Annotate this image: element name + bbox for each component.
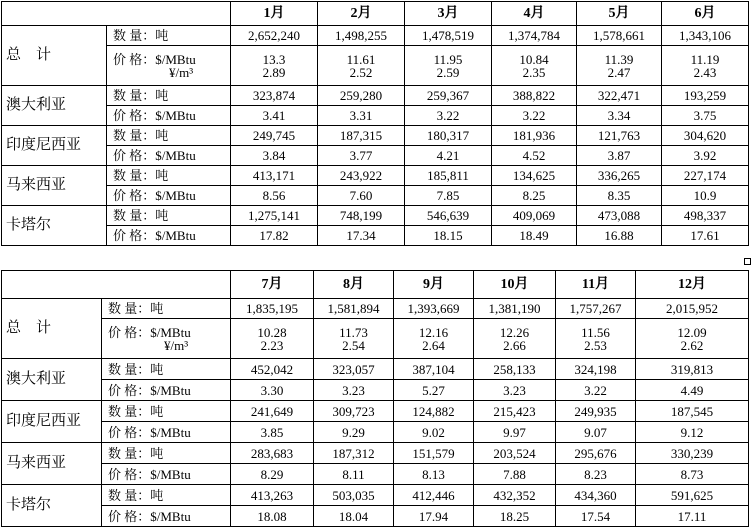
price-value: 3.75 — [662, 106, 749, 126]
price-value: 9.02 — [394, 422, 474, 443]
qty-value: 2,015,952 — [636, 299, 749, 319]
price-value: 17.82 — [231, 226, 318, 246]
price-value: 3.77 — [318, 146, 405, 166]
qty-label: 数 量：吨 — [102, 359, 231, 380]
qty-label: 数 量：吨 — [107, 206, 231, 226]
price-value: 12.09 — [677, 324, 707, 340]
country-qty-row — [2, 443, 749, 464]
qty-value: 434,360 — [556, 485, 636, 506]
month-header: 5月 — [577, 2, 662, 26]
lng-import-table-jan-jun — [1, 1, 749, 246]
price-value: 3.23 — [314, 380, 394, 401]
price-value: 5.27 — [394, 380, 474, 401]
country-qty-row — [2, 485, 749, 506]
price-value: 18.49 — [492, 226, 577, 246]
price-value: 7.85 — [405, 186, 492, 206]
price-value: 13.3 — [262, 51, 286, 67]
price-cell — [231, 319, 314, 359]
price-value: 11.95 — [433, 51, 463, 67]
price-value: 9.12 — [636, 422, 749, 443]
price-value: 3.30 — [231, 380, 314, 401]
qty-value: 1,374,784 — [492, 26, 577, 46]
qty-value: 180,317 — [405, 126, 492, 146]
qty-value: 249,935 — [556, 401, 636, 422]
qty-value: 283,683 — [231, 443, 314, 464]
qty-value: 322,471 — [577, 86, 662, 106]
yuan-value: 2.47 — [607, 64, 631, 80]
yuan-value: 2.43 — [693, 64, 717, 80]
price-cell — [662, 46, 749, 86]
price-cell — [492, 46, 577, 86]
price-value: 3.85 — [231, 422, 314, 443]
qty-value: 2,652,240 — [231, 26, 318, 46]
price-value: 8.13 — [394, 464, 474, 485]
price-value: 8.73 — [636, 464, 749, 485]
qty-value: 121,763 — [577, 126, 662, 146]
header-row — [2, 2, 749, 26]
price-value: 18.25 — [474, 506, 556, 527]
qty-value: 193,259 — [662, 86, 749, 106]
qty-value: 181,936 — [492, 126, 577, 146]
qty-value: 187,545 — [636, 401, 749, 422]
price-cell — [314, 319, 394, 359]
price-cell — [318, 46, 405, 86]
corner-cell — [2, 2, 231, 26]
country-price-row — [2, 506, 749, 527]
qty-value: 259,280 — [318, 86, 405, 106]
month-header: 10月 — [474, 271, 556, 299]
price-value: 3.92 — [662, 146, 749, 166]
price-label: 价 格：$/MBtu — [102, 506, 231, 527]
month-header: 9月 — [394, 271, 474, 299]
price-value: 3.22 — [556, 380, 636, 401]
month-header: 8月 — [314, 271, 394, 299]
qty-value: 1,343,106 — [662, 26, 749, 46]
qty-value: 203,524 — [474, 443, 556, 464]
qty-value: 503,035 — [314, 485, 394, 506]
qty-value: 249,745 — [231, 126, 318, 146]
qty-value: 409,069 — [492, 206, 577, 226]
price-value: 11.39 — [604, 51, 634, 67]
price-value: 9.97 — [474, 422, 556, 443]
country-price-row — [2, 106, 749, 126]
qty-value: 259,367 — [405, 86, 492, 106]
resize-handle — [744, 258, 751, 265]
price-value: 3.23 — [474, 380, 556, 401]
qty-value: 241,649 — [231, 401, 314, 422]
price-value: 10.9 — [662, 186, 749, 206]
qty-value: 591,625 — [636, 485, 749, 506]
qty-value: 319,813 — [636, 359, 749, 380]
qty-value: 1,381,190 — [474, 299, 556, 319]
country-qty-row — [2, 401, 749, 422]
price-value: 12.26 — [499, 324, 530, 340]
price-label: 价 格：$/MBtu — [102, 422, 231, 443]
qty-value: 134,625 — [492, 166, 577, 186]
month-header: 12月 — [636, 271, 749, 299]
price-value: 3.34 — [577, 106, 662, 126]
price-value: 9.29 — [314, 422, 394, 443]
header-row — [2, 271, 749, 299]
qty-value: 413,171 — [231, 166, 318, 186]
total-price-row — [2, 46, 749, 86]
qty-label: 数 量：吨 — [102, 443, 231, 464]
lng-import-table-jul-dec — [1, 270, 749, 527]
qty-value: 1,578,661 — [577, 26, 662, 46]
qty-value: 243,922 — [318, 166, 405, 186]
qty-value: 323,874 — [231, 86, 318, 106]
total-price-row — [2, 319, 749, 359]
qty-value: 124,882 — [394, 401, 474, 422]
price-cell — [394, 319, 474, 359]
qty-value: 1,835,195 — [231, 299, 314, 319]
yuan-value: 2.89 — [262, 64, 286, 80]
qty-value: 304,620 — [662, 126, 749, 146]
price-cell — [577, 46, 662, 86]
price-value: 4.52 — [492, 146, 577, 166]
price-value: 18.15 — [405, 226, 492, 246]
qty-value: 1,478,519 — [405, 26, 492, 46]
price-label: 价 格：$/MBtu — [107, 146, 231, 166]
month-header: 2月 — [318, 2, 405, 26]
qty-value: 330,239 — [636, 443, 749, 464]
price-cell — [474, 319, 556, 359]
country-name: 卡塔尔 — [2, 206, 107, 246]
price-value: 11.73 — [339, 324, 368, 340]
month-header: 3月 — [405, 2, 492, 26]
price-value: 17.34 — [318, 226, 405, 246]
qty-value: 498,337 — [662, 206, 749, 226]
qty-value: 187,312 — [314, 443, 394, 464]
price-label: 价 格：$/MBtu — [107, 186, 231, 206]
qty-label: 数 量：吨 — [102, 299, 231, 319]
price-value: 3.41 — [231, 106, 318, 126]
price-value: 17.61 — [662, 226, 749, 246]
price-value: 10.28 — [257, 324, 287, 340]
price-value: 8.56 — [231, 186, 318, 206]
price-value: 3.22 — [405, 106, 492, 126]
qty-value: 1,498,255 — [318, 26, 405, 46]
price-value: 8.35 — [577, 186, 662, 206]
price-value: 8.25 — [492, 186, 577, 206]
price-label: 价 格：$/MBtu — [108, 324, 191, 340]
qty-label: 数 量：吨 — [107, 26, 231, 46]
price-value: 3.87 — [577, 146, 662, 166]
price-value: 18.08 — [231, 506, 314, 527]
price-label: 价 格：$/MBtu — [102, 380, 231, 401]
month-header: 4月 — [492, 2, 577, 26]
price-value: 9.07 — [556, 422, 636, 443]
price-label: 价 格：$/MBtu — [107, 226, 231, 246]
country-price-row — [2, 422, 749, 443]
yuan-value: 2.54 — [342, 337, 365, 353]
price-cell — [636, 319, 749, 359]
qty-value: 413,263 — [231, 485, 314, 506]
corner-cell — [2, 271, 231, 299]
yuan-value: 2.35 — [522, 64, 546, 80]
qty-label: 数 量：吨 — [107, 126, 231, 146]
qty-label: 数 量：吨 — [107, 166, 231, 186]
month-header: 11月 — [556, 271, 636, 299]
country-name: 卡塔尔 — [2, 485, 102, 527]
yuan-label: ¥/m³ — [164, 337, 189, 353]
country-qty-row — [2, 206, 749, 226]
price-value: 17.54 — [556, 506, 636, 527]
price-value: 8.29 — [231, 464, 314, 485]
price-value: 4.21 — [405, 146, 492, 166]
country-name: 印度尼西亚 — [2, 401, 102, 443]
qty-value: 309,723 — [314, 401, 394, 422]
qty-value: 215,423 — [474, 401, 556, 422]
month-header: 6月 — [662, 2, 749, 26]
price-value: 11.19 — [690, 51, 720, 67]
qty-value: 412,446 — [394, 485, 474, 506]
qty-value: 295,676 — [556, 443, 636, 464]
qty-value: 324,198 — [556, 359, 636, 380]
price-value: 7.60 — [318, 186, 405, 206]
price-value: 10.84 — [519, 51, 549, 67]
country-name: 马来西亚 — [2, 443, 102, 485]
qty-value: 387,104 — [394, 359, 474, 380]
country-name: 澳大利亚 — [2, 86, 107, 126]
total-qty-row — [2, 26, 749, 46]
price-label: 价 格：$/MBtu — [102, 464, 231, 485]
qty-value: 151,579 — [394, 443, 474, 464]
qty-value: 546,639 — [405, 206, 492, 226]
qty-value: 432,352 — [474, 485, 556, 506]
price-value: 17.94 — [394, 506, 474, 527]
qty-label: 数 量：吨 — [102, 485, 231, 506]
price-label: 价 格：$/MBtu — [113, 51, 196, 67]
price-value: 18.04 — [314, 506, 394, 527]
country-qty-row — [2, 126, 749, 146]
price-cell — [556, 319, 636, 359]
country-name: 澳大利亚 — [2, 359, 102, 401]
price-value: 4.49 — [636, 380, 749, 401]
month-header: 1月 — [231, 2, 318, 26]
yuan-value: 2.64 — [422, 337, 445, 353]
yuan-value: 2.23 — [260, 337, 284, 353]
price-value: 3.22 — [492, 106, 577, 126]
country-name-total: 总 计 — [2, 26, 107, 86]
qty-value: 452,042 — [231, 359, 314, 380]
qty-value: 1,757,267 — [556, 299, 636, 319]
country-price-row — [2, 380, 749, 401]
yuan-label: ¥/m³ — [169, 64, 194, 80]
qty-value: 258,133 — [474, 359, 556, 380]
country-price-row — [2, 464, 749, 485]
yuan-value: 2.53 — [584, 337, 607, 353]
price-cell — [231, 46, 318, 86]
price-value: 3.31 — [318, 106, 405, 126]
qty-value: 227,174 — [662, 166, 749, 186]
qty-value: 748,199 — [318, 206, 405, 226]
country-name-total: 总 计 — [2, 299, 102, 359]
price-value: 11.56 — [581, 324, 610, 340]
country-name: 马来西亚 — [2, 166, 107, 206]
qty-value: 336,265 — [577, 166, 662, 186]
qty-value: 1,275,141 — [231, 206, 318, 226]
price-label-cell — [107, 46, 231, 86]
country-qty-row — [2, 359, 749, 380]
qty-value: 185,811 — [405, 166, 492, 186]
qty-value: 1,581,894 — [314, 299, 394, 319]
qty-value: 388,822 — [492, 86, 577, 106]
qty-value: 323,057 — [314, 359, 394, 380]
yuan-value: 2.52 — [349, 64, 373, 80]
qty-label: 数 量：吨 — [107, 86, 231, 106]
total-qty-row — [2, 299, 749, 319]
price-value: 8.11 — [314, 464, 394, 485]
country-qty-row — [2, 86, 749, 106]
country-qty-row — [2, 166, 749, 186]
price-value: 17.11 — [636, 506, 749, 527]
country-price-row — [2, 186, 749, 206]
country-price-row — [2, 146, 749, 166]
price-cell — [405, 46, 492, 86]
yuan-value: 2.59 — [436, 64, 460, 80]
price-value: 16.88 — [577, 226, 662, 246]
price-value: 12.16 — [418, 324, 449, 340]
yuan-value: 2.66 — [503, 337, 526, 353]
qty-value: 473,088 — [577, 206, 662, 226]
qty-value: 1,393,669 — [394, 299, 474, 319]
price-value: 8.23 — [556, 464, 636, 485]
country-name: 印度尼西亚 — [2, 126, 107, 166]
qty-label: 数 量：吨 — [102, 401, 231, 422]
price-label: 价 格：$/MBtu — [107, 106, 231, 126]
price-value: 11.61 — [346, 51, 376, 67]
country-price-row — [2, 226, 749, 246]
price-value: 3.84 — [231, 146, 318, 166]
month-header: 7月 — [231, 271, 314, 299]
qty-value: 187,315 — [318, 126, 405, 146]
yuan-value: 2.62 — [680, 337, 704, 353]
price-value: 7.88 — [474, 464, 556, 485]
price-label-cell — [102, 319, 231, 359]
